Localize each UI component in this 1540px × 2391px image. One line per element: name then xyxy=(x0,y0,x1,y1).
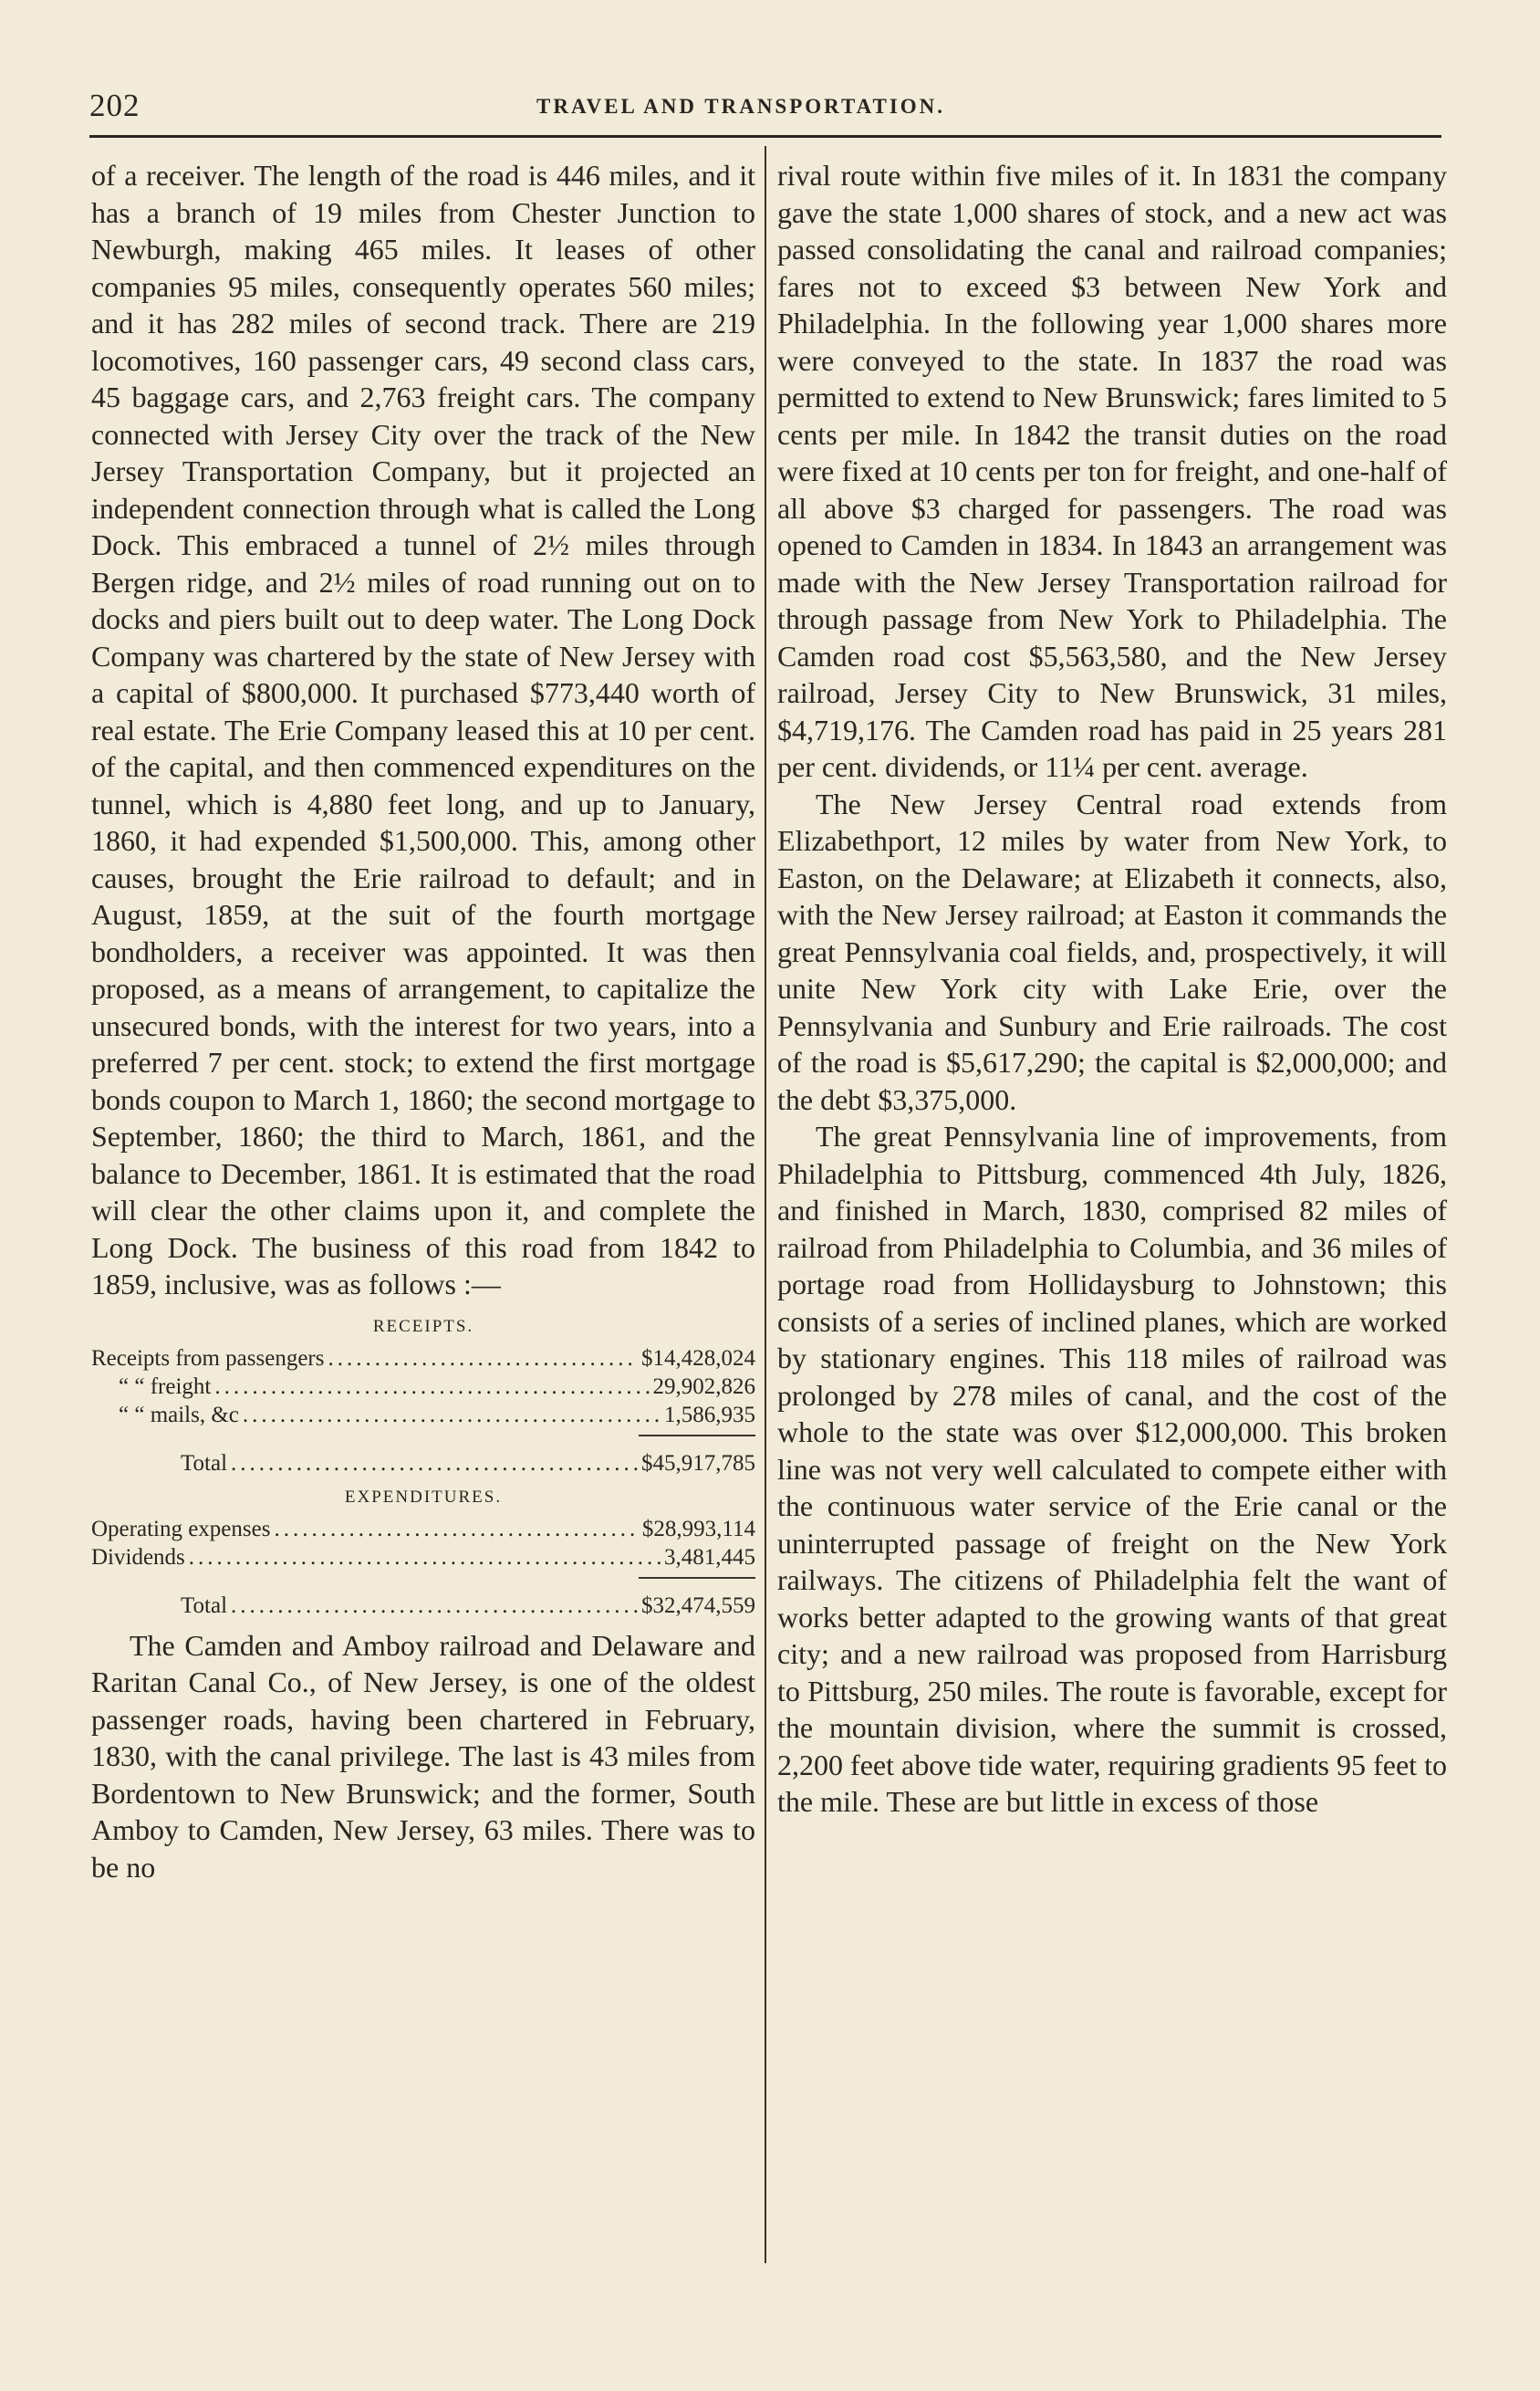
ledger-label: “ “ mails, &c xyxy=(119,1402,239,1427)
leader-dots xyxy=(243,1401,661,1429)
ledger-label: Dividends xyxy=(91,1544,185,1570)
ledger-total-row xyxy=(91,1449,755,1477)
ledger-amount: 29,902,826 xyxy=(652,1373,755,1399)
ledger-label: Receipts from passengers xyxy=(91,1345,325,1371)
leader-dots xyxy=(214,1373,649,1401)
ledger-amount: $14,428,024 xyxy=(641,1345,755,1371)
page-number: 202 xyxy=(89,88,140,123)
paragraph: of a receiver. The length of the road is 446 miles, and it has a branch of 19 miles from Chester Junction to Newburgh, making 465 miles. It leases of other companies 95 miles, consequently operates 560 miles; and it has 282 miles of second track. There are 219 locomotives, 160 passenger cars, 49 second class cars, 45 baggage cars, and 2,763 freight cars. The company connected with Jersey City over the track of the New Jersey Transportation Company, but it projected an independent connection through what is called the Long Dock. This embraced a tunnel of 2½ miles through Bergen ridge, and 2½ miles of road running out on to docks and piers built out to deep water. The Long Dock Company was chartered by the state of New Jersey with a capital of $800,000. It purchased $773,440 worth of real estate. The Erie Company leased this at 10 per cent. of the capital, and then commenced expenditures on the tunnel, which is 4,880 feet long, and up to January, 1860, it had expended $1,500,000. This, among other causes, brought the Erie railroad to default; and in August, 1859, at the suit of the fourth mortgage bondholders, a receiver was appointed. It was then proposed, as a means of arrangement, to capitalize the unsecured bonds, with the interest for two years, into a preferred 7 per cent. stock; to extend the first mortgage bonds coupon to March 1, 1860; the second mortgage to September, 1860; the third to March, 1861, and the balance to December, 1861. It is estimated that the road will clear the other claims upon it, and complete the Long Dock. The business of this road from 1842 to 1859, inclusive, was as follows :— xyxy=(91,159,755,1300)
leader-dots xyxy=(231,1449,638,1477)
ledger-label: Total xyxy=(181,1592,228,1618)
paragraph: The New Jersey Central road extends from Elizabethport, 12 miles by water from New York, to Easton, on the Delaware; at Elizabeth it connects, also, with the New Jersey railroad; at Easton it commands the great Pennsylvania coal fields, and, prospectively, it will unite New York city with Lake Erie, over the Pennsylvania and Sunbury and Erie railroads. The cost of the road is $5,617,290; the capital is $2,000,000; and the debt $3,375,000. xyxy=(777,787,1447,1116)
ledger-amount: $28,993,114 xyxy=(641,1516,755,1541)
ledger-amount: 3,481,445 xyxy=(664,1544,755,1570)
column-divider xyxy=(765,146,766,2263)
ledger-amount: $45,917,785 xyxy=(641,1450,755,1476)
ledger-row xyxy=(91,1373,755,1401)
paragraph: The great Pennsylvania line of improvements, from Philadelphia to Pittsburg, commenced 4th July, 1826, and finished in March, 1830, comprised 82 miles of railroad from Philadelphia to Columbia, and 36 miles of portage road from Hollidaysburg to Johnstown; this consists of a series of inclined planes, which are worked by stationary engines. This 118 miles of railroad was prolonged by 278 miles of canal, and the cost of the whole to the state was over $12,000,000. This broken line was not very well calculated to compete either with the continuous water service of the Erie canal or the uninterrupted passage of freight on the New York railways. The citizens of Philadelphia felt the want of works better adapted to the growing wants of that great city; and a new railroad was proposed from Harrisburg to Pittsburg, 250 miles. The route is favorable, except for the mountain division, where the summit is crossed, 2,200 feet above tide water, requiring gradients 95 feet to the mile. These are but little in excess of those xyxy=(777,1120,1447,1818)
sum-rule xyxy=(639,1577,755,1579)
ledger-row xyxy=(91,1344,755,1373)
ledger-amount: 1,586,935 xyxy=(664,1402,755,1427)
sum-rule xyxy=(639,1435,755,1436)
ledger-total-row xyxy=(91,1592,755,1620)
ledger-label: Operating expenses xyxy=(91,1516,271,1541)
paragraph: The Camden and Amboy railroad and Delaware and Raritan Canal Co., of New Jersey, is one of the oldest passenger roads, having been chartered in February, 1830, with the canal privilege. The last is 43 miles from Bordentown to New Brunswick; and the former, South Amboy to Camden, New Jersey, 63 miles. There was to be no xyxy=(91,1628,755,1884)
leader-dots xyxy=(189,1543,661,1571)
paragraph: rival route within five miles of it. In 1831 the company gave the state 1,000 shares of stock, and a new act was passed consolidating the canal and railroad companies; fares not to exceed $3 between New York and Philadelphia. In the following year 1,000 shares more were conveyed to the state. In 1837 the road was permitted to extend to New Brunswick; fares limited to 5 cents per mile. In 1842 the transit duties on the road were fixed at 10 cents per ton for freight, and one-half of all above $3 charged for passengers. The road was opened to Camden in 1834. In 1843 an arrangement was made with the New Jersey Transportation railroad for through passage from New York to Philadelphia. The Camden road cost $5,563,580, and the New Jersey railroad, Jersey City to New Brunswick, 31 miles, $4,719,176. The Camden road has paid in 25 years 281 per cent. dividends, or 11¼ per cent. average. xyxy=(777,159,1447,783)
ledger-label: Total xyxy=(181,1450,228,1476)
header-rule xyxy=(89,135,1441,138)
running-head: TRAVEL AND TRANSPORTATION. xyxy=(536,95,946,118)
leader-dots xyxy=(328,1344,638,1373)
business-table xyxy=(91,1312,755,1620)
page-header xyxy=(89,88,1440,128)
expenditures-heading: EXPENDITURES. xyxy=(344,1487,503,1507)
leader-dots xyxy=(231,1592,638,1620)
ledger-amount: $32,474,559 xyxy=(641,1592,755,1618)
ledger-row xyxy=(91,1401,755,1429)
ledger-row xyxy=(91,1515,755,1543)
receipts-heading: RECEIPTS. xyxy=(372,1316,474,1336)
right-column xyxy=(777,157,1447,1821)
ledger-row xyxy=(91,1543,755,1571)
ledger-label: “ “ freight xyxy=(119,1373,212,1399)
left-column xyxy=(91,157,755,1885)
leader-dots xyxy=(274,1515,638,1543)
